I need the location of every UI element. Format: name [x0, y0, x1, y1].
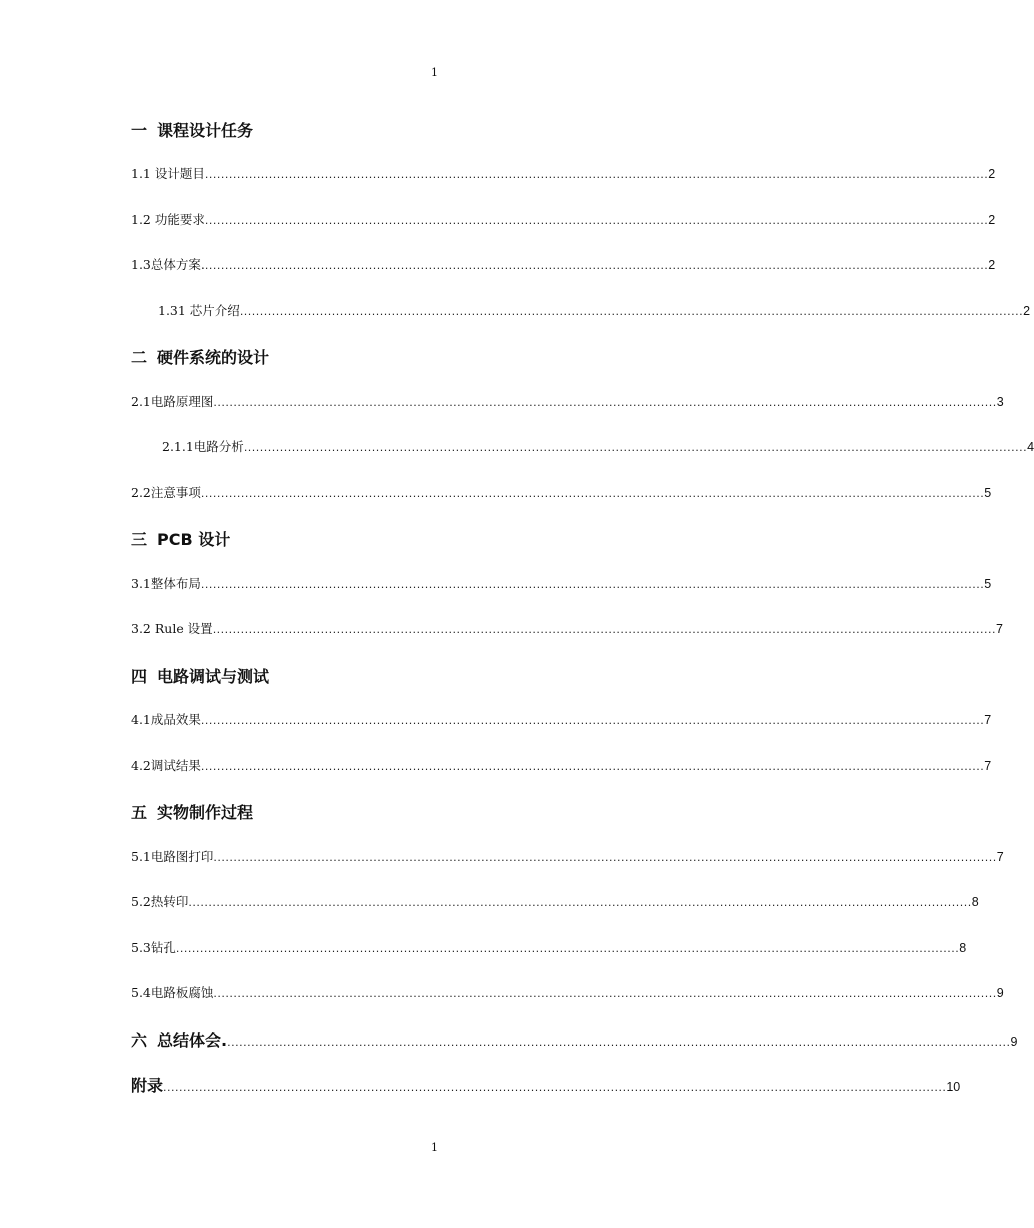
leader-dots: .................................................................................................................................................................................................... — [212, 623, 997, 636]
toc-entry-3-2[interactable] — [131, 619, 1003, 637]
heading-number: 四 — [131, 667, 148, 686]
leader-dots: .................................................................................................................................................................................................... — [175, 942, 960, 955]
leader-dots: .................................................................................................................................................................................................... — [213, 851, 997, 864]
leader-dots: .................................................................................................................................................................................................... — [204, 214, 989, 227]
heading-title: 硬件系统的设计 — [157, 348, 270, 367]
leader-dots: .................................................................................................................................................................................................... — [204, 168, 989, 181]
heading-title: 总结体会. — [157, 1031, 228, 1050]
toc-entry-2-2[interactable] — [131, 483, 992, 501]
heading-number: 三 — [131, 530, 148, 549]
leader-dots: .................................................................................................................................................................................................... — [163, 1081, 947, 1094]
entry-label: 2.2注意事项 — [131, 485, 201, 500]
entry-label: 5.4电路板腐蚀 — [131, 985, 214, 1000]
entry-label: 4.2调试结果 — [131, 758, 201, 773]
toc-entry-5-2[interactable] — [131, 892, 979, 910]
leader-dots: .................................................................................................................................................................................................... — [200, 760, 985, 773]
entry-page: 7 — [984, 713, 992, 727]
leader-dots: .................................................................................................................................................................................................... — [227, 1036, 1011, 1049]
leader-dots: .................................................................................................................................................................................................... — [188, 896, 972, 909]
entry-page: 2 — [1023, 304, 1031, 318]
entry-label: 1.3总体方案. — [131, 257, 205, 272]
entry-label: 4.1成品效果 — [131, 712, 201, 727]
toc-entry-3-1[interactable] — [131, 574, 992, 592]
entry-page: 4 — [1027, 440, 1034, 454]
entry-page: 9 — [1010, 1035, 1018, 1049]
entry-page: 7 — [996, 622, 1003, 636]
entry-label: 5.3钻孔 — [131, 940, 176, 955]
toc-heading-appendix[interactable] — [131, 1073, 961, 1096]
toc-heading-2[interactable] — [131, 345, 269, 368]
toc-entry-1-1[interactable] — [131, 164, 996, 182]
heading-number: 二 — [131, 348, 148, 367]
leader-dots: .................................................................................................................................................................................................... — [239, 305, 1024, 318]
entry-page: 10 — [946, 1080, 961, 1094]
toc-entry-2-1-1[interactable] — [162, 437, 1034, 455]
toc-entry-4-2[interactable] — [131, 756, 992, 774]
toc-heading-6[interactable] — [131, 1028, 1018, 1051]
entry-label: 1.2 功能要求 — [131, 212, 205, 227]
leader-dots: .................................................................................................................................................................................................... — [204, 259, 989, 272]
entry-page: 2 — [988, 258, 996, 272]
entry-page: 3 — [996, 395, 1004, 409]
heading-number: 五 — [131, 803, 148, 822]
entry-page: 9 — [996, 986, 1004, 1000]
entry-page: 2 — [988, 213, 996, 227]
toc-entry-1-2[interactable] — [131, 210, 996, 228]
heading-title: 附录 — [131, 1076, 164, 1095]
leader-dots: .................................................................................................................................................................................................... — [213, 987, 997, 1000]
entry-label: 2.1电路原理图 — [131, 394, 214, 409]
heading-number: 六 — [131, 1031, 148, 1050]
toc-entry-4-1[interactable] — [131, 710, 992, 728]
toc-heading-1[interactable] — [131, 118, 253, 141]
entry-label: 1.31 芯片介绍 — [158, 303, 240, 318]
leader-dots: .................................................................................................................................................................................................... — [200, 487, 985, 500]
entry-label: 5.1电路图打印 — [131, 849, 214, 864]
heading-title: 实物制作过程 — [157, 803, 254, 822]
toc-entry-5-4[interactable] — [131, 983, 1004, 1001]
heading-number: 一 — [131, 121, 148, 140]
toc-entry-2-1[interactable] — [131, 392, 1004, 410]
toc-entry-1-3-1[interactable] — [158, 301, 1031, 319]
entry-label: 2.1.1电路分析 — [162, 439, 244, 454]
entry-label: 5.2热转印 — [131, 894, 189, 909]
toc-entry-1-3[interactable] — [131, 255, 996, 273]
toc-heading-4[interactable] — [131, 664, 269, 687]
leader-dots: .................................................................................................................................................................................................... — [200, 714, 985, 727]
toc-heading-3[interactable] — [131, 527, 230, 550]
toc-entry-5-3[interactable] — [131, 938, 967, 956]
leader-dots: .................................................................................................................................................................................................... — [243, 441, 1028, 454]
toc-entry-5-1[interactable] — [131, 847, 1004, 865]
toc-heading-5[interactable] — [131, 800, 253, 823]
entry-page: 5 — [984, 486, 992, 500]
leader-dots: .................................................................................................................................................................................................... — [200, 578, 985, 591]
heading-title: 课程设计任务 — [157, 121, 254, 140]
entry-label: 3.2 Rule 设置 — [131, 621, 213, 636]
entry-page: 5 — [984, 577, 992, 591]
entry-label: 1.1 设计题目 — [131, 166, 205, 181]
heading-title: 电路调试与测试 — [157, 667, 270, 686]
entry-page: 7 — [996, 850, 1004, 864]
page-number-top: 1 — [431, 66, 438, 79]
page-number-bottom: 1 — [431, 1141, 438, 1154]
entry-page: 8 — [971, 895, 979, 909]
entry-label: 3.1整体布局 — [131, 576, 201, 591]
leader-dots: .................................................................................................................................................................................................... — [213, 396, 997, 409]
entry-page: 2 — [988, 167, 996, 181]
entry-page: 7 — [984, 759, 992, 773]
heading-title: PCB 设计 — [157, 530, 231, 549]
entry-page: 8 — [959, 941, 967, 955]
